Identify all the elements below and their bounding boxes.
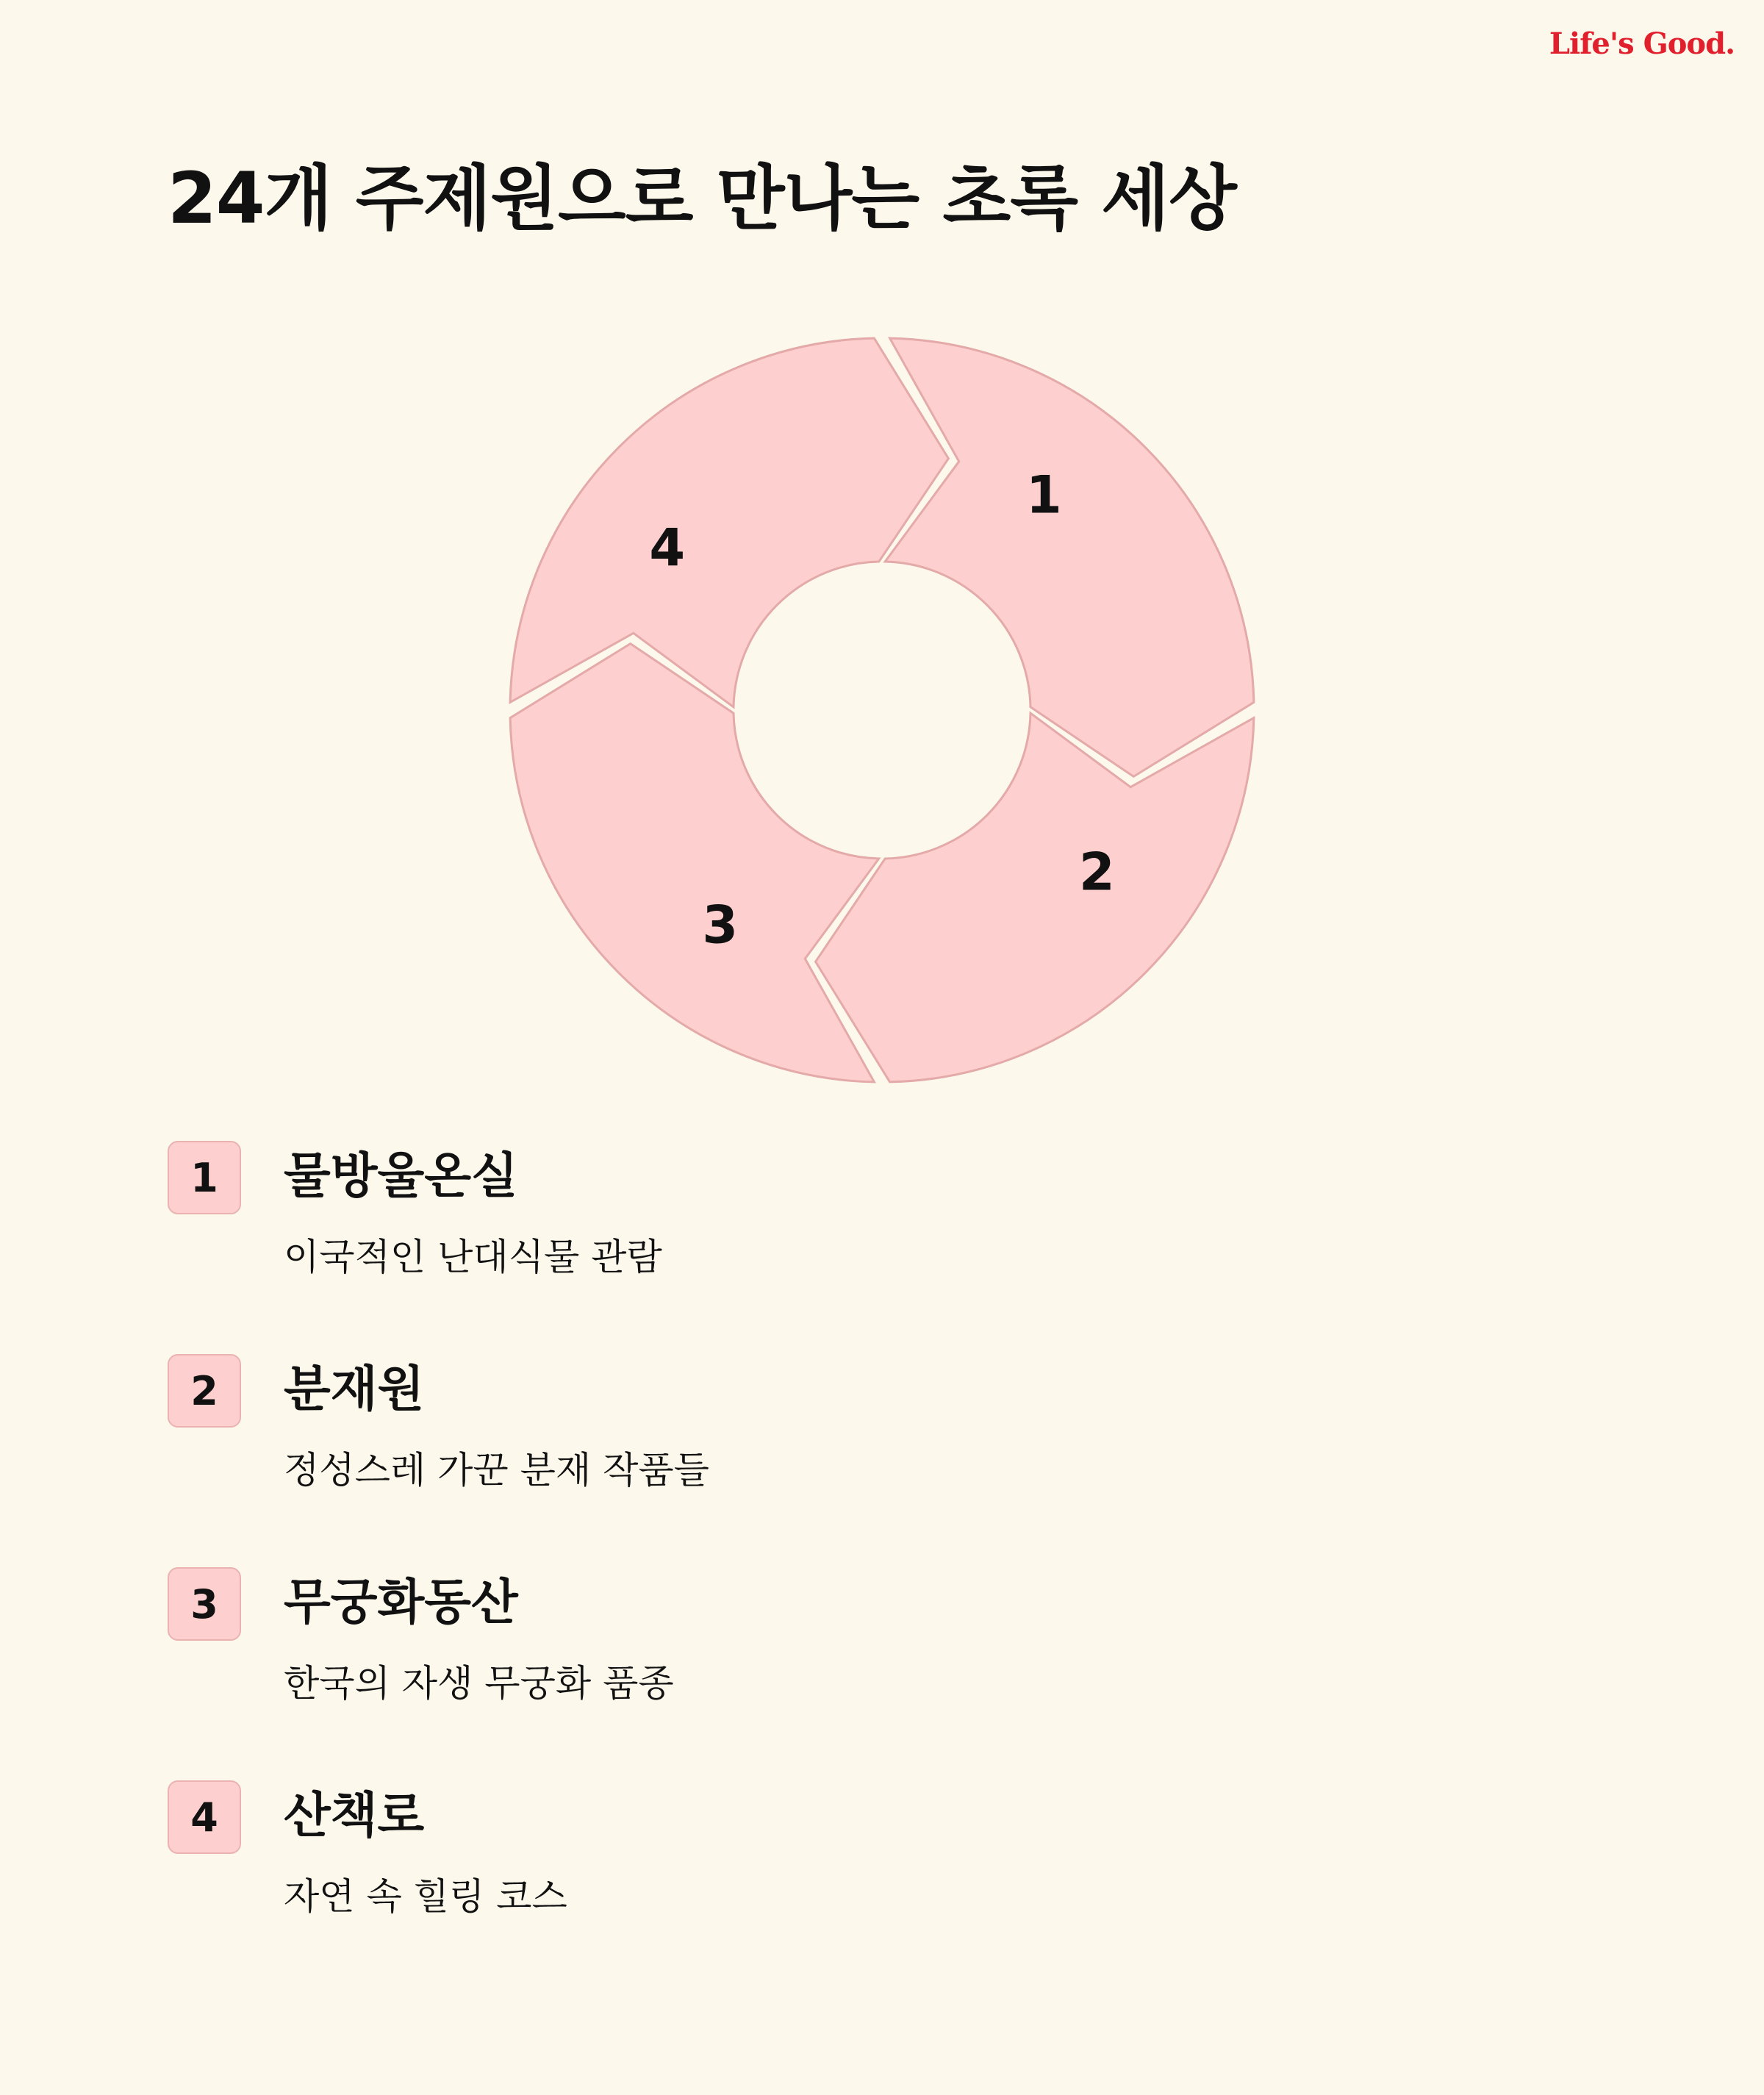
brand-logo: Life's Good.	[1549, 26, 1735, 61]
cycle-segment-label-4: 4	[649, 518, 686, 579]
step-description: 자연 속 힐링 코스	[284, 1875, 567, 1918]
step-item-1	[168, 1141, 1564, 1354]
cycle-segment-3	[510, 644, 879, 1082]
cycle-segment-4	[510, 338, 948, 707]
step-list	[168, 1141, 1564, 1994]
step-description: 정성스레 가꾼 분재 작품들	[284, 1449, 709, 1491]
step-item-2	[168, 1354, 1564, 1567]
step-number-badge: 1	[168, 1141, 241, 1214]
step-description: 한국의 자생 무궁화 품종	[284, 1662, 674, 1705]
page-title: 24개 주제원으로 만나는 초록 세상	[168, 157, 1236, 240]
step-item-3	[168, 1567, 1564, 1780]
step-number-badge: 2	[168, 1354, 241, 1428]
step-title: 분재원	[284, 1361, 425, 1417]
cycle-segment-2	[816, 713, 1254, 1082]
step-description: 이국적인 난대식물 관람	[284, 1236, 662, 1278]
step-number-badge: 4	[168, 1780, 241, 1854]
step-number-badge: 3	[168, 1567, 241, 1641]
step-title: 무궁화동산	[284, 1574, 518, 1630]
cycle-segment-label-1: 1	[1025, 465, 1062, 526]
cycle-segment-1	[885, 338, 1254, 776]
step-title: 산책로	[284, 1787, 425, 1844]
cycle-segment-label-3: 3	[702, 895, 739, 956]
step-title: 물방울온실	[284, 1147, 518, 1204]
step-item-4	[168, 1780, 1564, 1994]
cycle-segment-label-2: 2	[1078, 842, 1115, 903]
